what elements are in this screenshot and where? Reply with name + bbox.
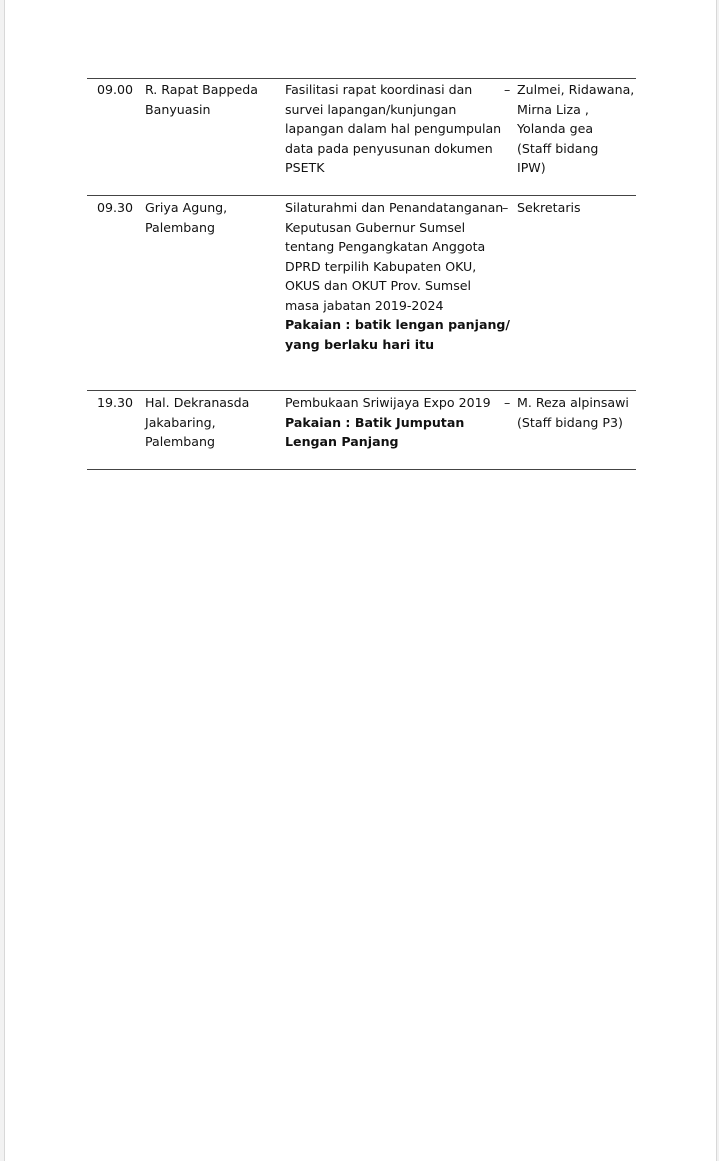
attendees-cell-line: Mirna Liza , [517, 101, 589, 117]
table-rule [87, 195, 636, 196]
attire-line: Pakaian : Batik Jumputan [285, 414, 465, 430]
activity-cell-line: survei lapangan/kunjungan [285, 101, 457, 117]
activity-cell-line: masa jabatan 2019-2024 [285, 297, 444, 313]
time-cell: 09.00 [97, 82, 134, 97]
activity-cell-line: Keputusan Gubernur Sumsel [285, 219, 466, 235]
place-cell-line: R. Rapat Bappeda [145, 82, 258, 97]
place-cell-line: Palembang [145, 219, 215, 235]
activity-cell-line: Fasilitasi rapat koordinasi dan [285, 82, 473, 97]
place-cell [145, 393, 249, 452]
attendees-cell-line: Yolanda gea [517, 121, 594, 136]
activity-cell-line: tentang Pengangkatan Anggota [285, 239, 486, 254]
activity-cell-line: Silaturahmi dan Penandatanganan [285, 200, 504, 215]
activity-cell-line: lapangan dalam hal pengumpulan [285, 121, 502, 136]
attendees-cell [517, 393, 629, 432]
place-cell-line: Jakabaring, [145, 414, 216, 430]
place-cell [145, 80, 258, 119]
attendees-cell [517, 80, 634, 178]
activity-cell-line: data pada penyusunan dokumen [285, 140, 493, 156]
activity-cell-line: Pembukaan Sriwijaya Expo 2019 [285, 395, 491, 410]
activity-cell-line: OKUS dan OKUT Prov. Sumsel [285, 278, 472, 293]
attire-line: yang berlaku hari itu [285, 336, 435, 352]
attendees-cell-line: Sekretaris [517, 200, 581, 215]
attendees-cell-line: IPW) [517, 160, 546, 175]
attendees-cell [517, 198, 581, 218]
place-cell-line: Griya Agung, [145, 200, 228, 215]
activity-cell-line: PSETK [285, 160, 325, 175]
dash-cell: – [504, 82, 511, 97]
activity-cell [285, 393, 491, 452]
table-rule [87, 390, 636, 391]
dash-cell: – [502, 200, 509, 215]
activity-cell-line: DPRD terpilih Kabupaten OKU, [285, 258, 477, 274]
activity-cell [285, 80, 501, 178]
table-rule [87, 78, 636, 79]
attire-line: Lengan Panjang [285, 434, 399, 449]
place-cell-line: Palembang [145, 434, 215, 449]
attendees-cell-line: M. Reza alpinsawi [517, 395, 629, 410]
place-cell-line: Hal. Dekranasda [145, 395, 250, 410]
time-cell: 19.30 [97, 395, 134, 410]
attire-line: Pakaian : batik lengan panjang/ [285, 317, 511, 332]
dash-cell: – [504, 395, 511, 410]
attendees-cell-line: (Staff bidang P3) [517, 414, 623, 430]
place-cell [145, 198, 227, 237]
activity-cell [285, 198, 510, 354]
place-cell-line: Banyuasin [145, 101, 211, 117]
attendees-cell-line: Zulmei, Ridawana, [517, 82, 635, 97]
time-cell: 09.30 [97, 200, 134, 215]
attendees-cell-line: (Staff bidang [517, 140, 599, 156]
table-rule [87, 469, 636, 470]
